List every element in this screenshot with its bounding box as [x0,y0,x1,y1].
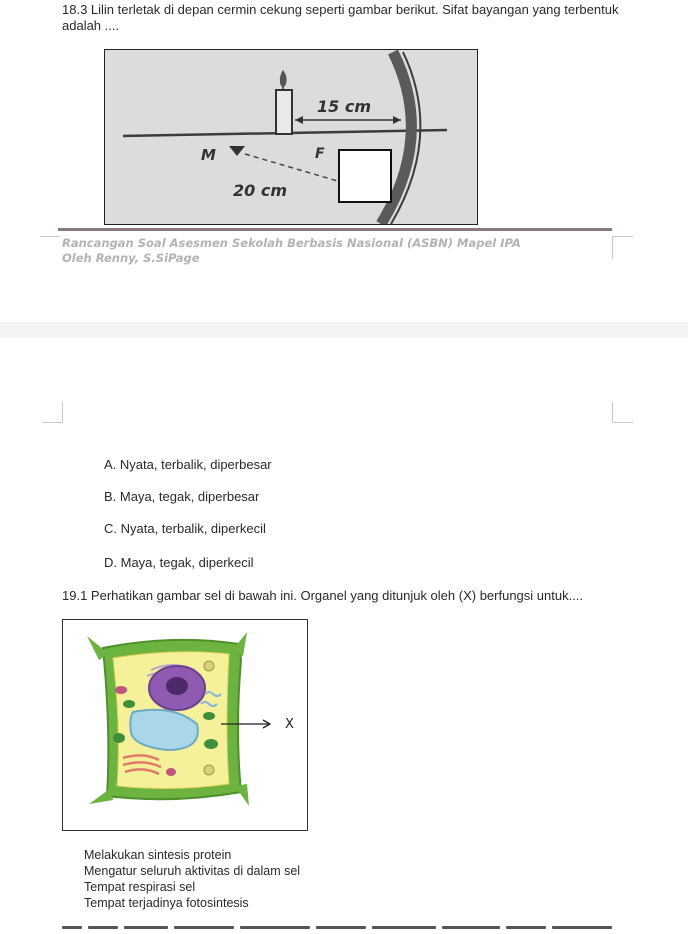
option-d: D. Maya, tegak, diperkecil [104,555,254,570]
footer-line-2: Oleh Renny, S.SiPage [62,251,200,265]
option-a: A. Nyata, terbalik, diperbesar [104,457,272,472]
dimension-arrow-left [295,116,303,124]
dashed-ray [245,154,341,182]
candle [276,90,292,134]
chloroplast [203,712,215,720]
label-15cm: 15 cm [317,97,371,116]
cell-option-3: Tempat respirasi sel [84,880,196,894]
page-corner-mark [40,236,60,257]
page-corner-mark [612,236,633,259]
dimension-arrow-right [393,116,401,124]
pointer-label-x: X [285,717,294,732]
organelle-yellow [204,661,214,671]
label-20cm: 20 cm [233,181,287,200]
organelle-pink [115,686,127,694]
question-19-text: 19.1 Perhatikan gambar sel di bawah ini. Organel yang ditunjuk oleh (X) berfungsi untuk.... [62,588,584,603]
footer-line-1: Rancangan Soal Asesmen Sekolah Berbasis Nasional (ASBN) Mapel IPA [62,236,521,250]
plant-cell-figure [62,619,308,831]
candle-flame [280,70,287,87]
cell-option-4: Tempat terjadinya fotosintesis [84,896,249,910]
chloroplast [204,739,218,749]
page-break [0,322,688,338]
label-f: F [315,146,325,162]
wall-spike [89,788,113,804]
wall-spike [235,784,249,806]
m-marker-triangle [229,146,245,156]
question-18-text: 18.3 Lilin terletak di depan cermin cekung seperti gambar berikut. Sifat bayangan yang terbentuk adalah .... [62,2,619,33]
organelle-pink [166,768,176,776]
cell-option-1: Melakukan sintesis protein [84,848,232,862]
organelle-yellow [204,765,214,775]
chloroplast [113,733,125,743]
page-corner-mark [42,402,63,423]
answer-box [339,150,391,202]
option-b: B. Maya, tegak, diperbesar [104,489,260,504]
mirror-diagram [105,50,477,224]
nucleolus [166,677,188,695]
page-corner-mark [612,402,633,423]
footer-rule [58,228,612,231]
cell-option-2: Mengatur seluruh aktivitas di dalam sel [84,864,301,878]
plant-cell-diagram [63,620,307,830]
concave-mirror-figure [104,49,478,225]
label-m: M [201,146,216,164]
option-c: C. Nyata, terbalik, diperkecil [104,521,266,536]
chloroplast [123,700,135,708]
